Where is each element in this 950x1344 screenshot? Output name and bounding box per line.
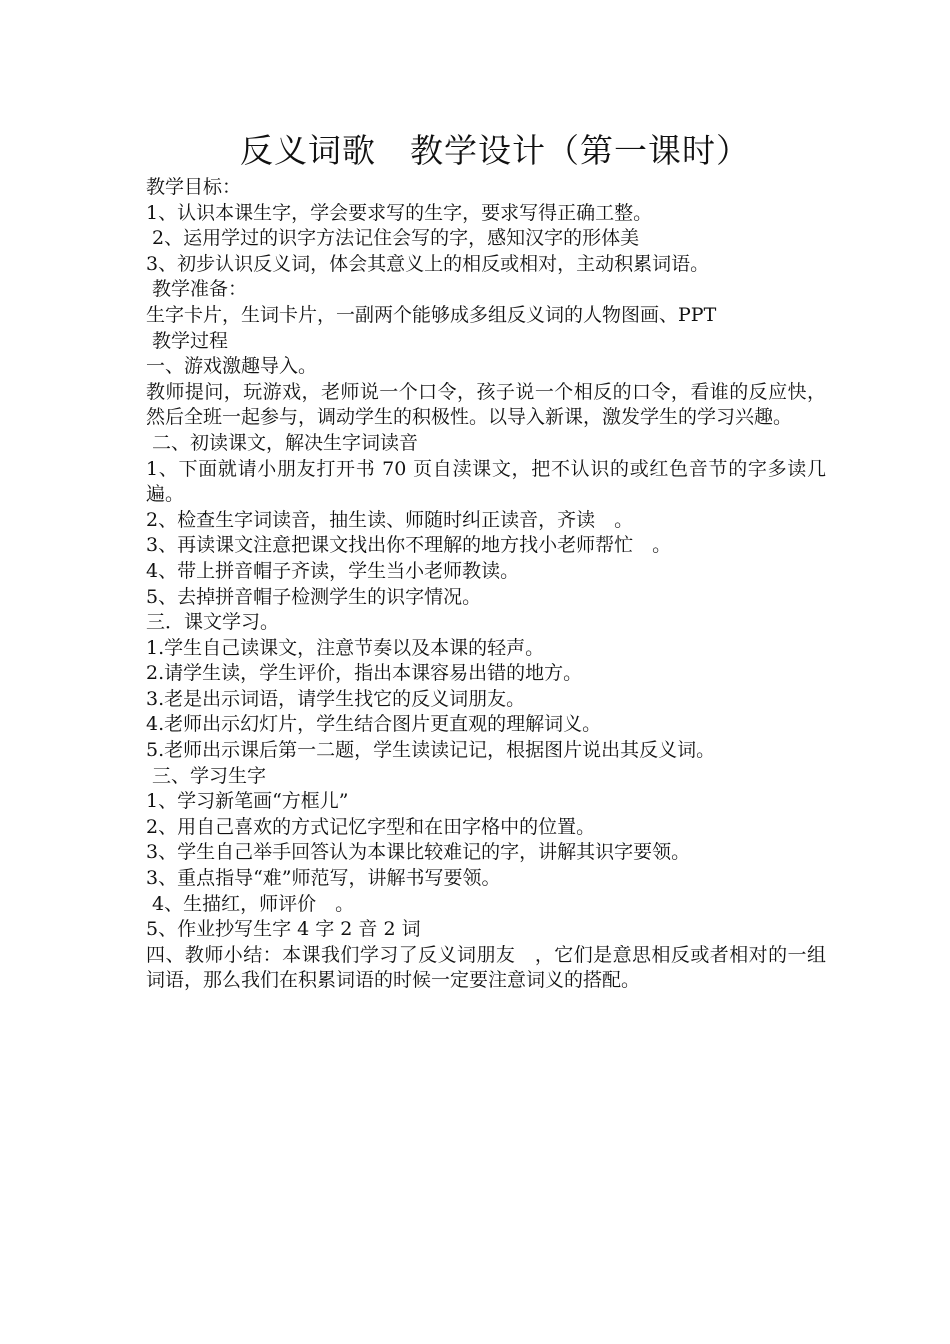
list-item: 3、学生自己举手回答认为本课比较难记的字，讲解其识字要领。 xyxy=(146,841,691,864)
list-item: 2、检查生字词读音，抽生读、师随时纠正读音，齐读 。 xyxy=(146,508,634,531)
section-paragraph: 教师提问，玩游戏，老师说一个口令，孩子说一个相反的口令，看谁的反应快，然后全班一起参与，调动学生的积极性。以导入新课，激发学生的学习兴趣。 xyxy=(146,380,826,429)
prep-text: 生字卡片，生词卡片，一副两个能够成多组反义词的人物图画、PPT xyxy=(146,303,717,326)
list-item: 1.学生自己读课文，注意节奏以及本课的轻声。 xyxy=(146,636,545,659)
document-body xyxy=(146,175,826,994)
list-item: 5.老师出示课后第一二题，学生读读记记，根据图片说出其反义词。 xyxy=(146,739,716,762)
process-heading: 教学过程 xyxy=(146,329,229,352)
list-item: 5、作业抄写生字 4 字 2 音 2 词 xyxy=(146,918,421,941)
list-item: 4.老师出示幻灯片，学生结合图片更直观的理解词义。 xyxy=(146,713,602,736)
goals-heading: 教学目标： xyxy=(146,176,242,198)
list-item: 5、去掉拼音帽子检测学生的识字情况。 xyxy=(146,585,482,608)
section-heading: 三、学习生字 xyxy=(146,764,267,787)
list-item: 4、生描红，师评价 。 xyxy=(146,892,355,915)
list-item: 3、再读课文注意把课文找出你不理解的地方找小老师帮忙 。 xyxy=(146,534,672,557)
document-title: 反义词歌 教学设计（第一课时） xyxy=(240,131,750,170)
list-item: 4、带上拼音帽子齐读，学生当小老师教读。 xyxy=(146,559,520,582)
goal-item: 3、初步认识反义词，体会其意义上的相反或相对，主动积累词语。 xyxy=(146,252,710,275)
summary-paragraph: 四、教师小结：本课我们学习了反义词朋友 ，它们是意思相反或者相对的一组词语，那么我们在积累词语的时候一定要注意词义的搭配。 xyxy=(146,943,826,992)
list-item: 1、学习新笔画“方框儿” xyxy=(146,790,349,813)
list-item: 1、下面就请小朋友打开书 70 页自渎课文，把不认识的或红色音节的字多读几遍。 xyxy=(146,457,826,506)
section-heading: 二、初读课文，解决生字词读音 xyxy=(146,431,419,454)
prep-heading: 教学准备： xyxy=(146,278,248,301)
section-heading: 三．课文学习。 xyxy=(146,611,280,634)
section-heading: 一、游戏激趣导入。 xyxy=(146,355,318,378)
list-item: 2.请学生读，学生评价，指出本课容易出错的地方。 xyxy=(146,662,583,685)
list-item: 3.老是出示词语，请学生找它的反义词朋友。 xyxy=(146,687,526,710)
goal-item: 1、认识本课生字，学会要求写的生字，要求写得正确工整。 xyxy=(146,201,653,224)
list-item: 3、重点指导“难”师范写，讲解书写要领。 xyxy=(146,867,501,890)
goal-item: 2、运用学过的识字方法记住会写的字，感知汉字的形体美 xyxy=(146,227,640,250)
list-item: 2、用自己喜欢的方式记忆字型和在田字格中的位置。 xyxy=(146,815,596,838)
